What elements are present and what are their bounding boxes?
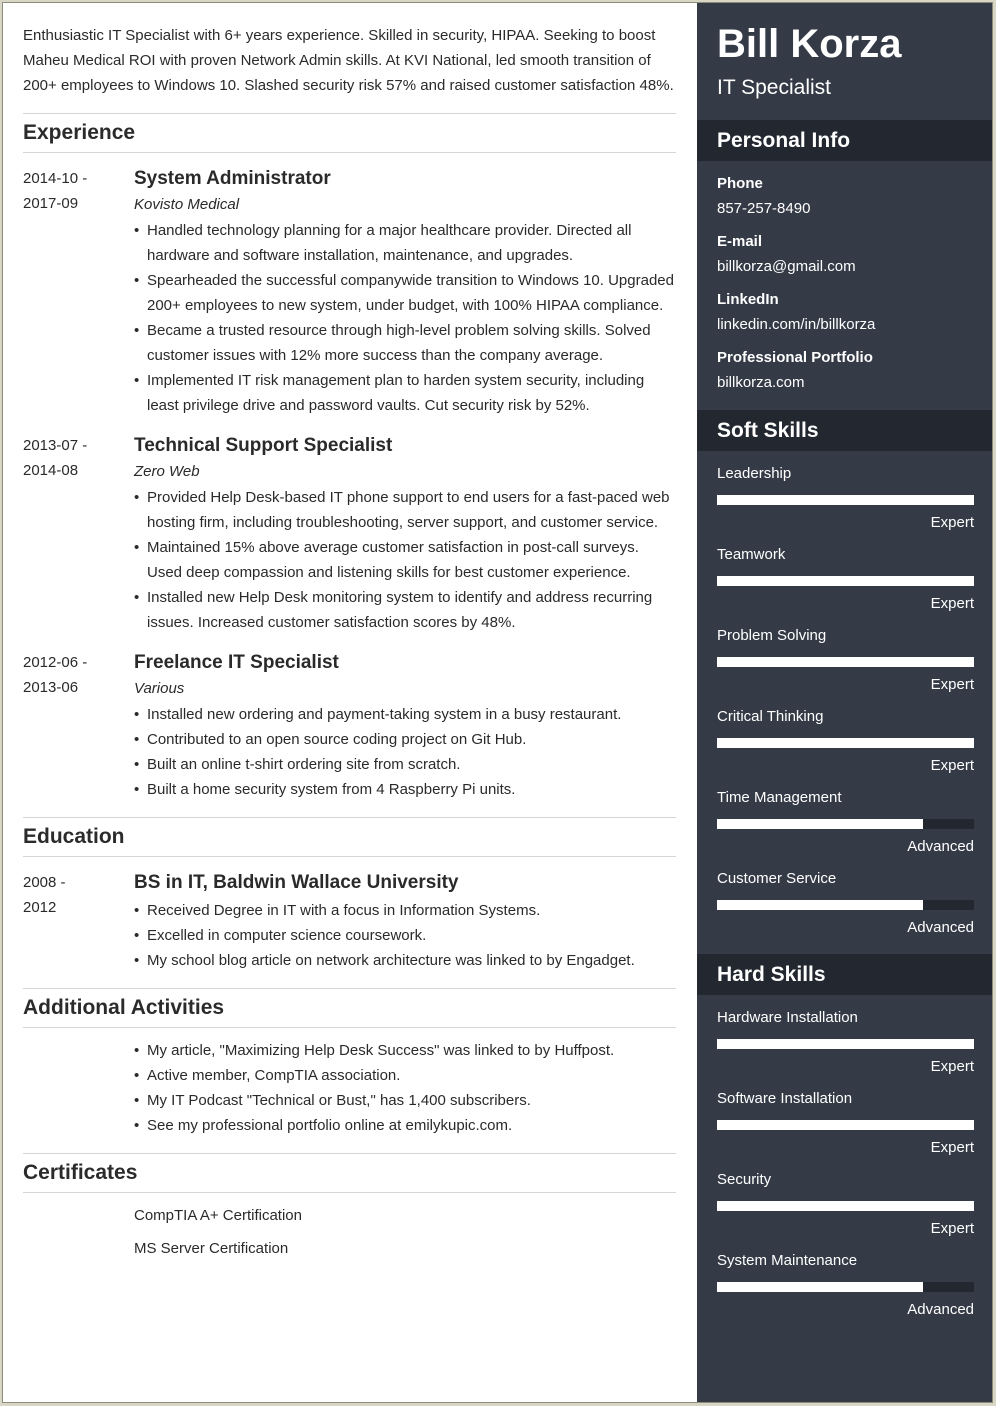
bullet-item: • Received Degree in IT with a focus in Information Systems. (134, 898, 676, 923)
bullet-item: • My IT Podcast "Technical or Bust," has 1,400 subscribers. (134, 1088, 676, 1113)
skill-bar-fill (717, 900, 923, 910)
bullet-item: • Built an online t-shirt ordering site from scratch. (134, 752, 676, 777)
phone-label: Phone (717, 175, 763, 192)
skill-bar-fill (717, 576, 974, 586)
education-section (23, 817, 676, 973)
skill-item (717, 1251, 974, 1332)
linkedin-label: LinkedIn (717, 291, 779, 308)
skill-name: Leadership (717, 465, 792, 482)
section-title-experience: Experience (23, 113, 676, 153)
bullet-item: • Installed new Help Desk monitoring system to identify and address recurring issues. Increased customer satisfaction scores by 48%. (134, 585, 676, 635)
skill-bar (717, 1039, 974, 1049)
portfolio-value: billkorza.com (717, 374, 805, 391)
section-title-personal-info: Personal Info (697, 120, 993, 161)
job-title: System Administrator (134, 168, 331, 189)
skill-level: Expert (930, 1058, 974, 1075)
skill-name: Critical Thinking (717, 708, 824, 725)
skill-level: Advanced (907, 838, 974, 855)
skill-item (717, 707, 974, 788)
bullet-item: • Handled technology planning for a major healthcare provider. Directed all hardware and software installation, maintenance, and upgrades. (134, 218, 676, 268)
skill-name: Hardware Installation (717, 1009, 858, 1026)
skill-bar-fill (717, 1201, 974, 1211)
skill-name: Customer Service (717, 870, 837, 887)
skill-bar (717, 738, 974, 748)
bullet-item: • Spearheaded the successful companywide transition to Windows 10. Upgraded 200+ employees to new system, under budget, with 100% HIPAA compliance. (134, 268, 676, 318)
skill-item (717, 1170, 974, 1251)
phone-value: 857-257-8490 (717, 200, 811, 217)
section-title-soft-skills: Soft Skills (697, 410, 993, 451)
bullet-item: • Became a trusted resource through high-level problem solving skills. Solved customer issues with 12% more success than the company average. (134, 318, 676, 368)
certificates-section (23, 1153, 676, 1265)
skill-level: Advanced (907, 1301, 974, 1318)
skill-item (717, 1008, 974, 1089)
skill-bar-fill (717, 495, 974, 505)
bullet-item: • My article, "Maximizing Help Desk Success" was linked to by Huffpost. (134, 1038, 676, 1063)
skill-name: Time Management (717, 789, 842, 806)
skill-bar (717, 1282, 974, 1292)
skill-item (717, 1089, 974, 1170)
skill-item (717, 626, 974, 707)
job-title: Technical Support Specialist (134, 435, 393, 456)
skill-bar (717, 1120, 974, 1130)
bullet-item: • My school blog article on network architecture was linked to by Engadget. (134, 948, 676, 973)
job-entry (23, 166, 676, 418)
bullet-item: • See my professional portfolio online at emilykupic.com. (134, 1113, 676, 1138)
bullet-item: • Implemented IT risk management plan to harden system security, including least privilege drive and password vaults. Cut security risk by 52%. (134, 368, 676, 418)
skill-bar (717, 576, 974, 586)
degree-title: BS in IT, Baldwin Wallace University (134, 872, 459, 893)
activities-bullets (134, 1038, 676, 1138)
skill-bar (717, 657, 974, 667)
skill-bar-fill (717, 738, 974, 748)
skill-name: Security (717, 1171, 772, 1188)
email-value: billkorza@gmail.com (717, 258, 856, 275)
skill-level: Expert (930, 1139, 974, 1156)
activities-entry (23, 1038, 676, 1138)
skill-name: Software Installation (717, 1090, 853, 1107)
education-dates: 2008 - 2012 (23, 874, 66, 916)
email-label: E-mail (717, 233, 763, 250)
education-bullets (134, 898, 676, 973)
skill-bar-fill (717, 657, 974, 667)
sidebar (697, 3, 993, 1403)
skill-bar (717, 819, 974, 829)
summary: Enthusiastic IT Specialist with 6+ years experience. Skilled in security, HIPAA. Seeking to boost Maheu Medical ROI with proven Network Admin skills. At KVI National, led smooth transition of 200+ employees to Windows 10. Slashed security risk 57% and raised customer satisfaction 48%. (23, 27, 674, 94)
skill-bar (717, 1201, 974, 1211)
education-entry (23, 870, 676, 973)
skill-level: Expert (930, 676, 974, 693)
skill-name: Teamwork (717, 546, 786, 563)
section-title-activities: Additional Activities (23, 988, 676, 1028)
skill-bar-fill (717, 1120, 974, 1130)
skill-item (717, 869, 974, 950)
skill-level: Expert (930, 514, 974, 531)
skill-bar-fill (717, 1039, 974, 1049)
linkedin-value: linkedin.com/in/billkorza (717, 316, 876, 333)
bullet-item: • Installed new ordering and payment-taking system in a busy restaurant. (134, 702, 676, 727)
certificate-item: MS Server Certification (134, 1240, 289, 1257)
bullet-item: • Active member, CompTIA association. (134, 1063, 676, 1088)
job-bullets (134, 702, 676, 802)
skill-name: Problem Solving (717, 627, 827, 644)
skill-level: Expert (930, 757, 974, 774)
skill-bar-fill (717, 1282, 923, 1292)
skill-name: System Maintenance (717, 1252, 858, 1269)
section-title-hard-skills: Hard Skills (697, 954, 993, 995)
job-employer: Various (134, 680, 185, 697)
activities-section (23, 988, 676, 1138)
certificates-list (23, 1199, 676, 1265)
bullet-item: • Built a home security system from 4 Raspberry Pi units. (134, 777, 676, 802)
job-title: Freelance IT Specialist (134, 652, 339, 673)
job-dates: 2014-10 - 2017-09 (23, 170, 88, 212)
job-entry (23, 433, 676, 635)
job-dates: 2012-06 - 2013-06 (23, 654, 88, 696)
skill-level: Expert (930, 1220, 974, 1237)
bullet-item: • Contributed to an open source coding project on Git Hub. (134, 727, 676, 752)
job-employer: Zero Web (134, 463, 200, 480)
skill-bar-fill (717, 819, 923, 829)
bullet-item: • Provided Help Desk-based IT phone support to end users for a fast-paced web hosting firm, including troubleshooting, server support, and customer service. (134, 485, 676, 535)
job-dates: 2013-07 - 2014-08 (23, 437, 88, 479)
candidate-name: Bill Korza (717, 22, 902, 66)
candidate-role: IT Specialist (717, 76, 831, 99)
skill-item (717, 545, 974, 626)
bullet-item: • Excelled in computer science coursework. (134, 923, 676, 948)
section-title-education: Education (23, 817, 676, 857)
main-column (23, 23, 676, 1265)
job-bullets (134, 485, 676, 635)
skill-item (717, 788, 974, 869)
certificate-item: CompTIA A+ Certification (134, 1207, 302, 1224)
skill-bar (717, 900, 974, 910)
skill-item (717, 464, 974, 545)
job-employer: Kovisto Medical (134, 196, 240, 213)
skill-bar (717, 495, 974, 505)
experience-section (23, 113, 676, 802)
job-entry (23, 650, 676, 802)
resume-page (2, 2, 993, 1403)
job-bullets (134, 218, 676, 418)
skill-level: Advanced (907, 919, 974, 936)
portfolio-label: Professional Portfolio (717, 349, 873, 366)
skill-level: Expert (930, 595, 974, 612)
bullet-item: • Maintained 15% above average customer satisfaction in post-call surveys. Used deep compassion and listening skills for best customer experience. (134, 535, 676, 585)
section-title-certificates: Certificates (23, 1153, 676, 1193)
